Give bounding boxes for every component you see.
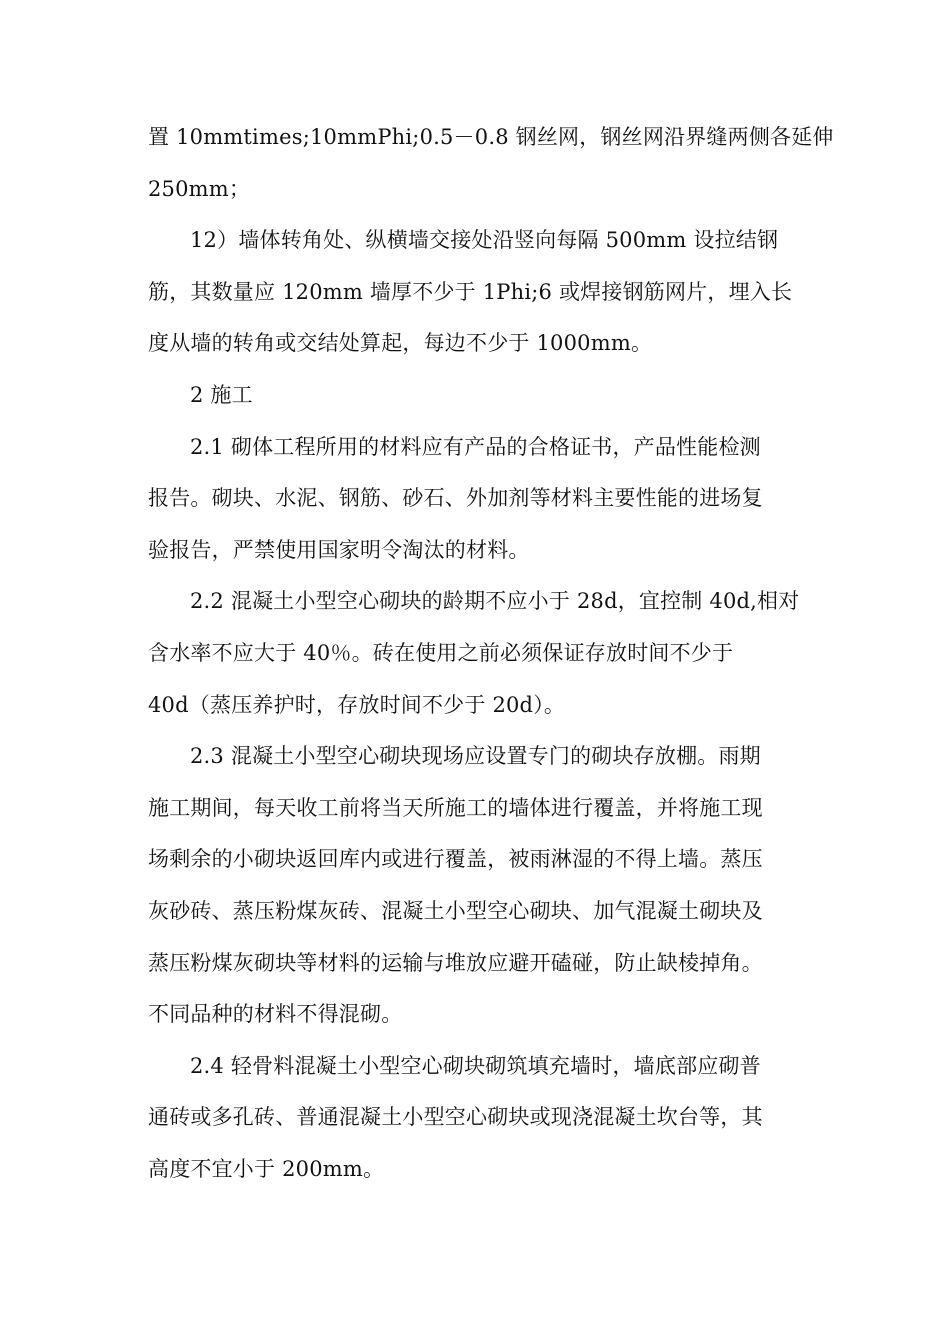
text-line: 施工期间，每天收工前将当天所施工的墙体进行覆盖，并将施工现 — [148, 795, 763, 820]
text-line: 不同品种的材料不得混砌。 — [148, 1002, 403, 1027]
text-line: 蒸压粉煤灰砌块等材料的运输与堆放应避开磕碰，防止缺棱掉角。 — [148, 950, 763, 975]
text-line: 含水率不应大于 40％。砖在使用之前必须保证存放时间不少于 — [148, 640, 734, 665]
text-line: 灰砂砖、蒸压粉煤灰砖、混凝土小型空心砌块、加气混凝土砌块及 — [148, 898, 763, 923]
text-line: 2.3 混凝土小型空心砌块现场应设置专门的砌块存放棚。雨期 — [190, 744, 761, 769]
text-line: 验报告，严禁使用国家明令淘汰的材料。 — [148, 537, 530, 562]
text-line: 高度不宜小于 200mm。 — [148, 1156, 385, 1181]
text-line: 通砖或多孔砖、普通混凝土小型空心砌块或现浇混凝土坎台等，其 — [148, 1105, 763, 1130]
text-line: 40d（蒸压养护时，存放时间不少于 20d）。 — [148, 692, 566, 717]
text-line: 2.4 轻骨料混凝土小型空心砌块砌筑填充墙时，墙底部应砌普 — [190, 1053, 761, 1078]
text-line: 2.2 混凝土小型空心砌块的龄期不应小于 28d，宜控制 40d,相对 — [190, 589, 800, 614]
text-line: 报告。砌块、水泥、钢筋、砂石、外加剂等材料主要性能的进场复 — [148, 486, 763, 511]
text-line: 置 10mmtimes;10mmPhi;0.5－0.8 钢丝网，钢丝网沿界缝两侧各延伸 — [148, 125, 834, 149]
text-line: 场剩余的小砌块返回库内或进行覆盖，被雨淋湿的不得上墙。蒸压 — [148, 847, 763, 872]
section-heading: 2 施工 — [190, 382, 253, 407]
text-line: 度从墙的转角或交结处算起，每边不少于 1000mm。 — [148, 331, 653, 356]
text-line: 2.1 砌体工程所用的材料应有产品的合格证书，产品性能检测 — [190, 434, 761, 459]
text-line: 250mm； — [148, 176, 251, 201]
text-line: 筋，其数量应 120mm 墙厚不少于 1Phi;6 或焊接钢筋网片，埋入长 — [148, 279, 793, 304]
text-line: 12）墙体转角处、纵横墙交接处沿竖向每隔 500mm 设拉结钢 — [190, 228, 779, 253]
document-body — [148, 112, 834, 1195]
